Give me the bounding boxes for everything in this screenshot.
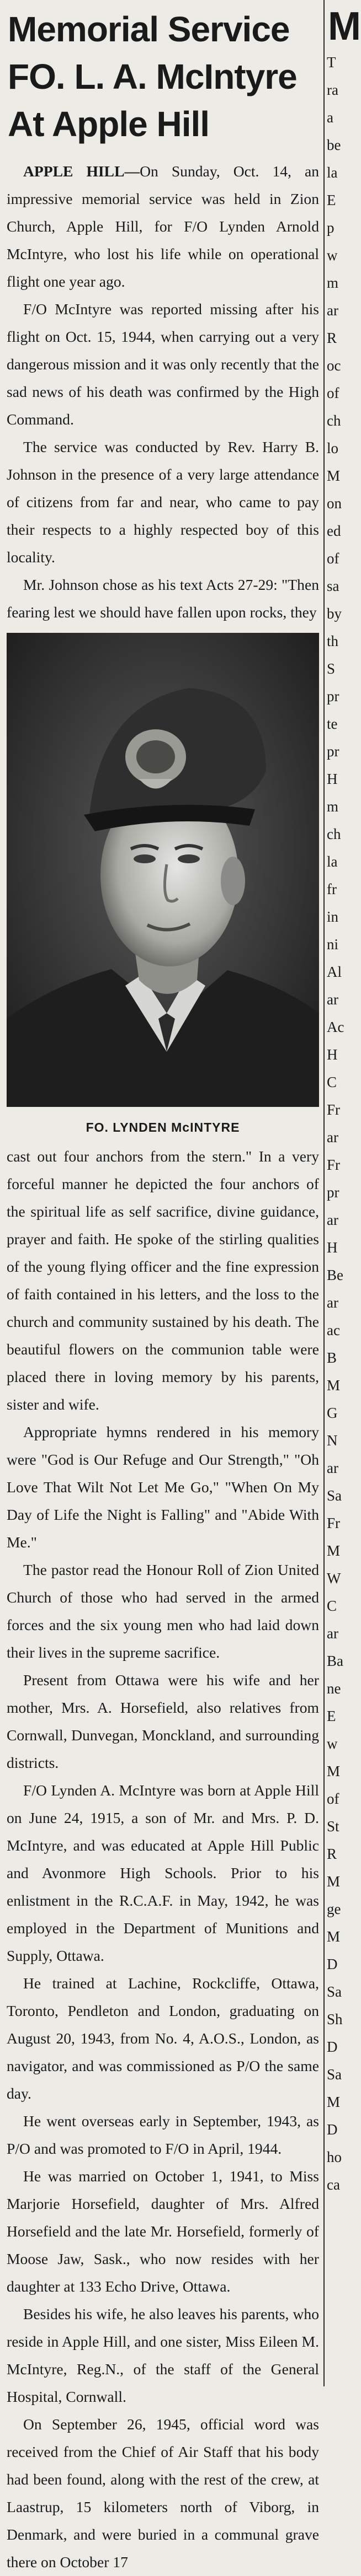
adjacent-line-fragment: a (327, 109, 333, 126)
photo-caption: FO. LYNDEN McINTYRE (86, 1120, 240, 1134)
adjacent-line-fragment: ho (327, 2149, 342, 2165)
adjacent-line-fragment: H (327, 771, 338, 787)
adjacent-line-fragment: la (327, 164, 338, 181)
adjacent-line-fragment: Fr (327, 1157, 341, 1173)
adjacent-line-fragment: S (327, 660, 336, 677)
adjacent-line-fragment: Ac (327, 1019, 344, 1035)
adjacent-line-fragment: Sa (327, 1983, 342, 2000)
adjacent-line-fragment: m (327, 798, 339, 815)
adjacent-line-fragment: ar (327, 1129, 338, 1146)
article-paragraph: cast out four anchors from the stern." In a very forceful manner he depicted the four anchors of the spiritual life as self sacrifice, divine guidance, prayer and faith. He spoke of the stirling qualities of the young flying officer and the fine expression of faith contained in his letters, and the loss to the church and community sustained by his death. The beautiful flowers on the communion table were placed there in loving memory by his parents, sister and wife. (7, 1148, 319, 1413)
article-paragraph: On September 26, 1945, official word was received from the Chief of Air Staff that his body had been found, along with the rest of the crew, at Laastrup, 15 kilometers north of Viborg, in Denmark, and were buried in a communal grave there on October 17 (7, 2416, 319, 2570)
adjacent-line-fragment: E (327, 192, 336, 208)
paragraph-text: On Sunday, Oct. 14, an impressive memorial service was held in Zion Church, Apple Hill, for F/O Lynden Arnold McIntyre, who lost his life while on operational flight one year ago. (7, 163, 320, 290)
adjacent-line-fragment: w (327, 1735, 338, 1752)
adjacent-line-fragment: St (327, 1818, 339, 1835)
article-paragraph: He went overseas early in September, 1943, as P/O and was promoted to F/O in April, 1944. (7, 2112, 319, 2157)
adjacent-line-fragment: ar (327, 302, 338, 319)
adjacent-line-fragment: H (327, 1239, 338, 1256)
adjacent-line-fragment: ca (327, 2176, 340, 2193)
adjacent-line-fragment: R (327, 330, 337, 346)
adjacent-line-fragment: te (327, 716, 338, 732)
article-paragraph: He trained at Lachine, Rockcliffe, Ottawa, Toronto, Pendleton and London, graduating on August 20, 1943, from No. 4, A.O.S., London, as navigator, and was commissioned as P/O the same day. (7, 1975, 319, 2102)
headline-line: FO. L. A. McIntyre (8, 57, 297, 96)
article-paragraph: Appropriate hymns rendered in his memory were "God is Our Refuge and Our Strength," "Oh Love That Wilt Not Let Me Go," "When On My Day of Life the Night is Falling" and "Abide With Me." (7, 1423, 319, 1551)
adjacent-line-fragment: of (327, 385, 339, 401)
adjacent-line-fragment: pr (327, 688, 339, 704)
adjacent-line-fragment: T (327, 54, 336, 71)
adjacent-line-fragment: D (327, 2039, 338, 2055)
adjacent-line-fragment: ch (327, 412, 341, 429)
adjacent-line-fragment: th (327, 633, 339, 649)
adjacent-line-fragment: on (327, 495, 342, 512)
adjacent-line-fragment: Be (327, 1267, 343, 1283)
adjacent-line-fragment: of (327, 1790, 339, 1807)
article-paragraph: Besides his wife, he also leaves his parents, who reside in Apple Hill, and one sister, Miss Eileen M. McIntyre, Reg.N., of the staff of the General Hospital, Cornwall. (7, 2305, 319, 2405)
adjacent-line-fragment: M (327, 1873, 341, 1890)
adjacent-line-fragment: la (327, 853, 338, 870)
adjacent-line-fragment: ar (327, 1625, 338, 1642)
headline-line: Memorial Service (8, 9, 290, 49)
adjacent-line-fragment: B (327, 1349, 337, 1366)
article-paragraph: The service was conducted by Rev. Harry B. Johnson in the presence of a very large attendance of citizens from far and near, who came to pay their respects to a highly respected boy of this locality. (7, 438, 319, 566)
adjacent-line-fragment: of (327, 550, 339, 567)
adjacent-line-fragment: W (327, 1570, 341, 1587)
dateline: APPLE HILL— (23, 163, 140, 180)
article-paragraph: F/O McIntyre was reported missing after his flight on Oct. 15, 1944, when carrying out a very dangerous mission and it was only recently that the sad news of his death was confirmed by the High Command. (7, 300, 319, 428)
adjacent-line-fragment: fr (327, 881, 337, 897)
adjacent-line-fragment: D (327, 1956, 338, 1972)
article-paragraph (7, 158, 319, 295)
adjacent-line-fragment: C (327, 1598, 337, 1614)
adjacent-line-fragment: ra (327, 82, 338, 98)
adjacent-line-fragment: E (327, 1708, 336, 1724)
adjacent-line-fragment: M (327, 2094, 341, 2110)
article-paragraph: The pastor read the Honour Roll of Zion United Church of those who had served in the armed forces and the six young men who had laid down their lives in the supreme sacrifice. (7, 1561, 319, 1661)
adjacent-line-fragment: Sh (327, 2011, 343, 2028)
adjacent-line-fragment: oc (327, 357, 341, 374)
adjacent-line-fragment: sa (327, 578, 339, 594)
adjacent-line-fragment: pr (327, 743, 339, 760)
adjacent-line-fragment: ar (327, 1212, 338, 1228)
adjacent-line-fragment: pr (327, 1184, 339, 1201)
adjacent-line-fragment: w (327, 247, 338, 263)
adjacent-line-fragment: ar (327, 991, 338, 1008)
headline (8, 6, 319, 148)
adjacent-line-fragment: H (327, 1046, 338, 1063)
adjacent-line-fragment: Sa (327, 2066, 342, 2083)
adjacent-line-fragment: R (327, 1846, 337, 1862)
article-paragraph: Present from Ottawa were his wife and her mother, Mrs. A. Horsefield, also relatives from Cornwall, Dunvegan, Monckland, and surrounding districts. (7, 1671, 319, 1771)
adjacent-line-fragment: Al (327, 964, 342, 980)
adjacent-line-fragment: D (327, 2121, 338, 2138)
adjacent-headline-fragment: M (328, 4, 361, 49)
adjacent-line-fragment: ar (327, 1294, 338, 1311)
article-paragraph: F/O Lynden A. McIntyre was born at Apple Hill on June 24, 1915, a son of Mr. and Mrs. P. D. McIntyre, and was educated at Apple Hill Public and Avonmore High Schools. Prior to his enlistment in the R.C.A.F. in May, 1942, he was employed in the Department of Munitions and Supply, Ottawa. (7, 1782, 319, 1964)
adjacent-line-fragment: M (327, 1542, 341, 1559)
portrait-photo (7, 633, 319, 1107)
article-column (7, 6, 319, 2576)
adjacent-line-fragment: ac (327, 1322, 340, 1338)
adjacent-line-fragment: ed (327, 523, 341, 539)
adjacent-line-fragment: ni (327, 936, 339, 953)
adjacent-line-fragment: M (327, 1763, 341, 1779)
adjacent-text-fragments (327, 49, 344, 2198)
adjacent-line-fragment: lo (327, 440, 339, 456)
adjacent-column-fragment (327, 0, 361, 2386)
adjacent-line-fragment: Fr (327, 1101, 341, 1118)
adjacent-line-fragment: ne (327, 1680, 341, 1697)
adjacent-line-fragment: N (327, 1432, 338, 1449)
headline-line: At Apple Hill (8, 104, 210, 144)
adjacent-line-fragment: Sa (327, 1487, 342, 1504)
adjacent-line-fragment: by (327, 605, 342, 622)
adjacent-line-fragment: G (327, 1405, 338, 1421)
adjacent-line-fragment: M (327, 1928, 341, 1945)
adjacent-line-fragment: in (327, 908, 339, 925)
adjacent-line-fragment: ch (327, 826, 341, 842)
adjacent-line-fragment: ar (327, 1460, 338, 1476)
adjacent-line-fragment: be (327, 137, 341, 153)
adjacent-line-fragment: M (327, 467, 341, 484)
article-paragraph: He was married on October 1, 1941, to Miss Marjorie Horsefield, daughter of Mrs. Alfred Horsefield and the late Mr. Horsefield, formerly of Moose Jaw, Sask., who now resides with her daughter at 133 Echo Drive, Ottawa. (7, 2168, 319, 2295)
adjacent-line-fragment: M (327, 1377, 341, 1394)
adjacent-line-fragment: m (327, 275, 339, 291)
article-paragraph: Mr. Johnson chose as his text Acts 27-29: "Then fearing lest we should have fallen upon rocks, they (7, 576, 319, 621)
adjacent-line-fragment: p (327, 219, 335, 236)
adjacent-line-fragment: Ba (327, 1653, 343, 1669)
adjacent-line-fragment: Fr (327, 1515, 341, 1531)
column-divider (323, 0, 325, 2386)
adjacent-line-fragment: C (327, 1074, 337, 1090)
adjacent-line-fragment: ge (327, 1901, 341, 1917)
portrait-image (7, 633, 319, 1107)
